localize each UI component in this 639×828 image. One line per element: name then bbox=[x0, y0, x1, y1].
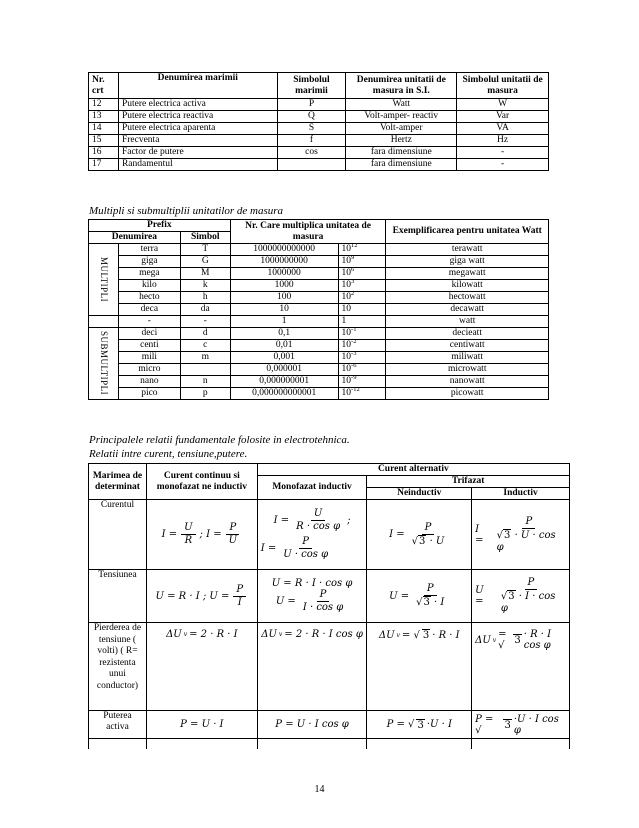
cell-prefix-symbol: - bbox=[180, 316, 230, 328]
header-curent-continuu: Curent continuu si monofazat ne inductiv bbox=[146, 464, 257, 500]
cell-example: picowatt bbox=[386, 388, 549, 400]
header-prefix: Prefix bbox=[89, 220, 231, 232]
power-exp: -6 bbox=[351, 362, 357, 369]
cell-power bbox=[338, 316, 386, 328]
cell-symbol bbox=[277, 159, 346, 171]
cell-example: centiwatt bbox=[386, 340, 549, 352]
cell-number: 0,000000000001 bbox=[230, 388, 338, 400]
table-row bbox=[89, 388, 549, 400]
cell-number: 0,001 bbox=[230, 352, 338, 364]
power-base: 10 bbox=[341, 268, 352, 278]
cell-prefix-name: mili bbox=[118, 352, 180, 364]
table-row bbox=[89, 147, 549, 159]
cell-name: Randamentul bbox=[118, 159, 277, 171]
empty-cell bbox=[472, 739, 570, 749]
table-row bbox=[89, 244, 549, 256]
cell-prefix-name: micro bbox=[118, 364, 180, 376]
power-base: 10 bbox=[341, 244, 352, 254]
header-marimea: Marimea de determinat bbox=[89, 464, 147, 500]
power-exp: -12 bbox=[351, 386, 360, 393]
table-row bbox=[89, 292, 549, 304]
power-exp: -9 bbox=[351, 374, 357, 381]
power-base: 10 bbox=[341, 304, 352, 314]
cell-unit-symbol: VA bbox=[457, 123, 549, 135]
cell-unit-symbol: - bbox=[457, 159, 549, 171]
cell-example: miliwatt bbox=[386, 352, 549, 364]
cell-prefix-symbol: h bbox=[180, 292, 230, 304]
cell-prefix-name: mega bbox=[118, 268, 180, 280]
cell-unit: fara dimensiune bbox=[346, 159, 457, 171]
cell-number: 1000 bbox=[230, 280, 338, 292]
cell-number: 1000000 bbox=[230, 268, 338, 280]
power-exp: -1 bbox=[351, 326, 357, 333]
formula-current-tri-noninductive: I = $\frac{P}{√3 \cdot U}$ bbox=[367, 500, 472, 570]
table-row bbox=[89, 364, 549, 376]
cell-example: terawatt bbox=[386, 244, 549, 256]
table-row bbox=[89, 135, 549, 147]
cell-name: Factor de putere bbox=[118, 147, 277, 159]
power-exp: -3 bbox=[351, 350, 357, 357]
formula-current-mono-inductive: I = $\frac{U}{\text{R · cos φ}}$ ; I = $\frac{P}{\text{U · cos φ}}$ bbox=[257, 500, 367, 570]
cell-power bbox=[338, 304, 386, 316]
cell-unit: Volt-amper bbox=[346, 123, 457, 135]
power-exp: -2 bbox=[351, 338, 357, 345]
cell-prefix-symbol: c bbox=[180, 340, 230, 352]
cell-prefix-name: hecto bbox=[118, 292, 180, 304]
cell-example: nanowatt bbox=[386, 376, 549, 388]
cell-example: watt bbox=[386, 316, 549, 328]
relations-table bbox=[88, 463, 570, 749]
cell-nr: 13 bbox=[89, 111, 119, 123]
formula-voltage-tri-inductive: U = $\frac{P}{\text{√3 · I · cos φ}}$ bbox=[472, 570, 570, 623]
multiples-caption: Multipli si submultiplii unitatilor de masura bbox=[89, 205, 284, 217]
table-row bbox=[89, 99, 549, 111]
group-label: SUBMULTIPLI bbox=[89, 328, 119, 400]
header-simbol-prefix: Simbol bbox=[180, 232, 230, 244]
cell-power bbox=[338, 352, 386, 364]
cell-prefix-name: deca bbox=[118, 304, 180, 316]
power-base: 10 bbox=[341, 352, 352, 362]
header-unitate: Denumirea unitatii de masura in S.I. bbox=[346, 73, 457, 99]
cell-number: 0,1 bbox=[230, 328, 338, 340]
formula-loss-dc: ΔU v = 2 · R · I bbox=[146, 623, 257, 711]
formula-power-mono-inductive: P = U · I cos φ bbox=[257, 711, 367, 739]
cell-prefix-symbol: p bbox=[180, 388, 230, 400]
formula-voltage-dc: U = R · I ; U = $\frac{P}{I}$ bbox=[146, 570, 257, 623]
cell-nr: 16 bbox=[89, 147, 119, 159]
header-inductiv: Inductiv bbox=[472, 488, 570, 500]
power-base: 10 bbox=[341, 256, 352, 266]
row-label-curentul: Curentul bbox=[89, 500, 147, 570]
cell-power bbox=[338, 328, 386, 340]
cell-number: 0,01 bbox=[230, 340, 338, 352]
row-label-puterea: Puterea activa bbox=[89, 711, 147, 739]
row-label-tensiunea: Tensiunea bbox=[89, 570, 147, 623]
header-trifazat: Trifazat bbox=[367, 476, 570, 488]
table-row bbox=[89, 316, 549, 328]
cell-symbol: P bbox=[277, 99, 346, 111]
row-label-pierderea: Pierderea de tensiune ( volti) ( R= rezistenta unui conductor) bbox=[89, 623, 147, 711]
quantities-table-body bbox=[89, 99, 549, 171]
cell-power bbox=[338, 364, 386, 376]
cell-prefix-name: kilo bbox=[118, 280, 180, 292]
header-monofazat-inductiv: Monofazat inductiv bbox=[257, 476, 367, 500]
empty-cell bbox=[257, 739, 367, 749]
cell-number: 0,000000001 bbox=[230, 376, 338, 388]
cell-nr: 15 bbox=[89, 135, 119, 147]
cell-symbol: Q bbox=[277, 111, 346, 123]
table-row bbox=[89, 256, 549, 268]
table-row bbox=[89, 304, 549, 316]
header-denumirea: Denumirea bbox=[89, 232, 181, 244]
multiples-table-body bbox=[89, 244, 549, 400]
formula-loss-tri-noninductive: ΔU v = √ 3 · R · I bbox=[367, 623, 472, 711]
cell-nr: 14 bbox=[89, 123, 119, 135]
cell-prefix-symbol: T bbox=[180, 244, 230, 256]
cell-power bbox=[338, 292, 386, 304]
cell-prefix-symbol: M bbox=[180, 268, 230, 280]
table-row bbox=[89, 340, 549, 352]
header-nr: Nr. crt bbox=[89, 73, 119, 99]
cell-example: microwatt bbox=[386, 364, 549, 376]
cell-symbol: f bbox=[277, 135, 346, 147]
cell-nr: 17 bbox=[89, 159, 119, 171]
power-base: 10 bbox=[341, 280, 352, 290]
power-base: 1 bbox=[341, 316, 347, 326]
cell-number: 1000000000000 bbox=[230, 244, 338, 256]
cell-power bbox=[338, 268, 386, 280]
power-base: 10 bbox=[341, 388, 352, 398]
empty-cell bbox=[89, 316, 119, 328]
empty-cell bbox=[89, 739, 147, 749]
cell-unit-symbol: W bbox=[457, 99, 549, 111]
header-simbol: Simbolul marimii bbox=[277, 73, 346, 99]
cell-unit: Watt bbox=[346, 99, 457, 111]
power-base: 10 bbox=[341, 292, 352, 302]
power-base: 10 bbox=[341, 340, 352, 350]
cell-power bbox=[338, 244, 386, 256]
formula-power-dc: P = U · I bbox=[146, 711, 257, 739]
power-exp: 9 bbox=[351, 254, 355, 261]
power-base: 10 bbox=[341, 328, 352, 338]
cell-prefix-symbol: G bbox=[180, 256, 230, 268]
header-neinductiv: Neinductiv bbox=[367, 488, 472, 500]
group-label: MULTIPLI bbox=[89, 244, 119, 316]
cell-unit-symbol: - bbox=[457, 147, 549, 159]
cell-prefix-name: deci bbox=[118, 328, 180, 340]
cell-power bbox=[338, 376, 386, 388]
cell-number: 100 bbox=[230, 292, 338, 304]
cell-example: giga watt bbox=[386, 256, 549, 268]
header-nr-care: Nr. Care multiplica unitatea de masura bbox=[230, 220, 386, 244]
cell-name: Putere electrica activa bbox=[118, 99, 277, 111]
table-row bbox=[89, 111, 549, 123]
cell-prefix-name: nano bbox=[118, 376, 180, 388]
cell-power bbox=[338, 388, 386, 400]
power-exp: 12 bbox=[351, 242, 358, 249]
cell-prefix-symbol: da bbox=[180, 304, 230, 316]
cell-power bbox=[338, 256, 386, 268]
cell-example: decawatt bbox=[386, 304, 549, 316]
cell-prefix-name: terra bbox=[118, 244, 180, 256]
cell-prefix-name: pico bbox=[118, 388, 180, 400]
power-exp: 6 bbox=[351, 266, 355, 273]
cell-example: hectowatt bbox=[386, 292, 549, 304]
cell-prefix-symbol: d bbox=[180, 328, 230, 340]
page-number: 14 bbox=[314, 784, 325, 795]
cell-nr: 12 bbox=[89, 99, 119, 111]
formula-voltage-tri-noninductive: U = $\frac{P}{√3 \cdot I}$ bbox=[367, 570, 472, 623]
relations-caption-2: Relatii intre curent, tensiune,putere. bbox=[89, 448, 248, 460]
multiples-table bbox=[88, 219, 549, 400]
cell-prefix-symbol: k bbox=[180, 280, 230, 292]
cell-prefix-name: centi bbox=[118, 340, 180, 352]
formula-loss-tri-inductive: ΔU v = √ 3 · R · I cos φ bbox=[472, 623, 570, 711]
power-base: 10 bbox=[341, 376, 352, 386]
cell-number: 1 bbox=[230, 316, 338, 328]
cell-example: kilowatt bbox=[386, 280, 549, 292]
cell-number: 0,000001 bbox=[230, 364, 338, 376]
header-exemplificarea: Exemplificarea pentru unitatea Watt bbox=[386, 220, 549, 244]
formula-current-tri-inductive: I = $\frac{P}{\text{√3 · U · cos φ}}$ bbox=[472, 500, 570, 570]
cell-example: decieatt bbox=[386, 328, 549, 340]
cell-name: Frecventa bbox=[118, 135, 277, 147]
power-exp: 2 bbox=[351, 290, 355, 297]
table-row bbox=[89, 376, 549, 388]
cell-unit-symbol: Var bbox=[457, 111, 549, 123]
table-row bbox=[89, 268, 549, 280]
header-denumire: Denumirea marimii bbox=[118, 73, 277, 99]
cell-prefix-name: giga bbox=[118, 256, 180, 268]
relations-caption-1: Principalele relatii fundamentale folosite in electrotehnica. bbox=[89, 434, 350, 446]
cell-unit: Hertz bbox=[346, 135, 457, 147]
cell-name: Putere electrica reactiva bbox=[118, 111, 277, 123]
cell-power bbox=[338, 340, 386, 352]
cell-prefix-symbol: n bbox=[180, 376, 230, 388]
formula-current-dc: I = $\frac{U}{R}$ ; I = $\frac{P}{U}$ bbox=[146, 500, 257, 570]
header-curent-alternativ: Curent alternativ bbox=[257, 464, 569, 476]
formula-voltage-mono-inductive: U = R · I · cos φ U = $\frac{P}{\text{I · cos φ}}$ bbox=[257, 570, 367, 623]
cell-name: Putere electrica aparenta bbox=[118, 123, 277, 135]
power-exp: 3 bbox=[351, 278, 355, 285]
empty-cell bbox=[146, 739, 257, 749]
table-row bbox=[89, 352, 549, 364]
table-row bbox=[89, 280, 549, 292]
formula-power-tri-inductive: P = √ 3 ·U · I cos φ bbox=[472, 711, 570, 739]
table-row bbox=[89, 123, 549, 135]
cell-number: 10 bbox=[230, 304, 338, 316]
formula-loss-mono-inductive: ΔU v = 2 · R · I cos φ bbox=[257, 623, 367, 711]
quantities-table bbox=[88, 72, 549, 171]
header-simbol-unitate: Simbolul unitatii de masura bbox=[457, 73, 549, 99]
cell-prefix-name: - bbox=[118, 316, 180, 328]
cell-power bbox=[338, 280, 386, 292]
cell-unit-symbol: Hz bbox=[457, 135, 549, 147]
empty-cell bbox=[367, 739, 472, 749]
cell-prefix-symbol bbox=[180, 364, 230, 376]
cell-example: megawatt bbox=[386, 268, 549, 280]
cell-unit: Volt-amper- reactiv bbox=[346, 111, 457, 123]
table-row bbox=[89, 159, 549, 171]
formula-power-tri-noninductive: P = √ 3 ·U · I bbox=[367, 711, 472, 739]
cell-prefix-symbol: m bbox=[180, 352, 230, 364]
cell-symbol: cos bbox=[277, 147, 346, 159]
cell-number: 1000000000 bbox=[230, 256, 338, 268]
cell-unit: fara dimensiune bbox=[346, 147, 457, 159]
cell-symbol: S bbox=[277, 123, 346, 135]
table-row bbox=[89, 328, 549, 340]
power-base: 10 bbox=[341, 364, 352, 374]
